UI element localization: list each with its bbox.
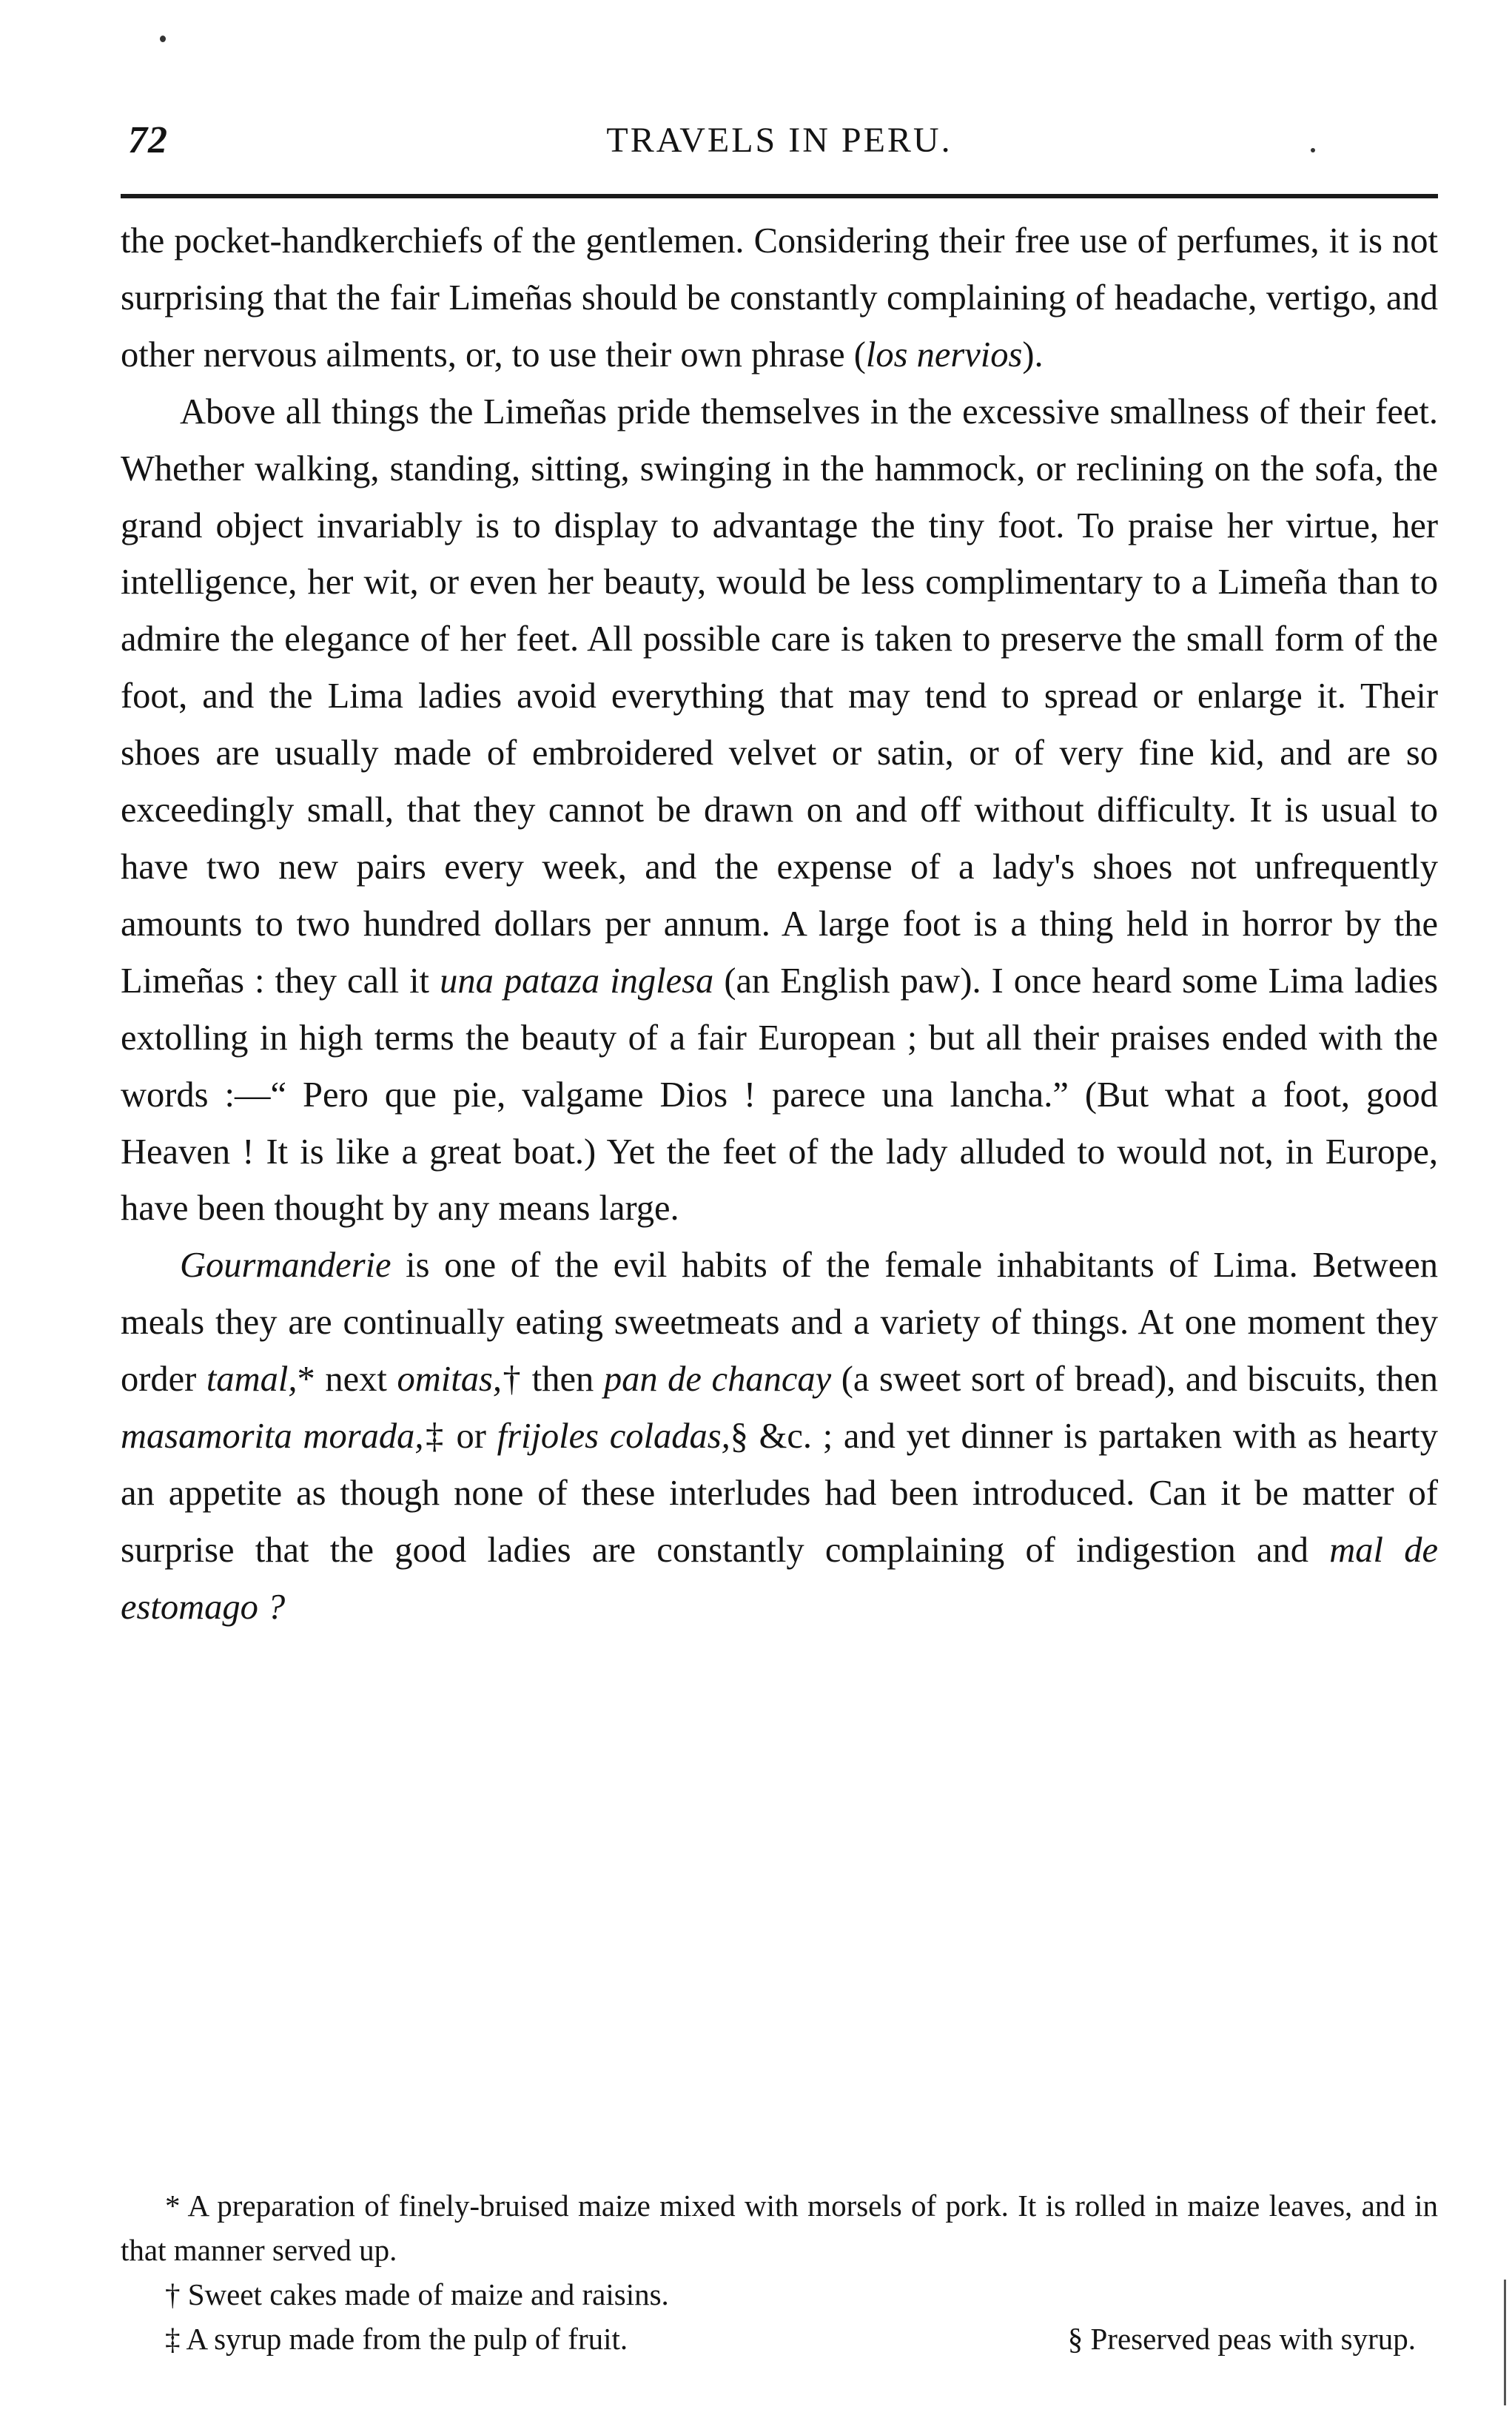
- text-run: ).: [1022, 335, 1044, 375]
- text-run: § &c. ; and yet dinner is partaken with as hearty an appetite as though none of these interludes had been introduced. Can it be matter of surprise that the good ladies are constantly complaining of indigestion and: [121, 1417, 1438, 1570]
- italic-run: masamorita morada,: [121, 1417, 424, 1457]
- italic-run: los nervios: [865, 335, 1023, 375]
- footnote-star: * A preparation of finely-bruised maize mixed with morsels of pork. It is rolled in maize leaves, and in that manner served up.: [121, 2189, 1438, 2267]
- text-run: is one of the evil habits of the female inhabitants of Lima. Between meals they are continually eating sweetmeats and a variety of things. At one moment they order: [121, 1246, 1438, 1400]
- running-title: TRAVELS IN PERU.: [606, 121, 952, 160]
- italic-run: mal de estomago ?: [121, 1530, 1438, 1627]
- paragraph: [121, 213, 1438, 384]
- footnote-dagger: † Sweet cakes made of maize and raisins.: [165, 2277, 669, 2311]
- page-edge-mark: [1504, 2280, 1506, 2405]
- footnote-double-dagger: ‡ A syrup made from the pulp of fruit.: [165, 2322, 628, 2356]
- ink-speck: [160, 36, 166, 42]
- body-text: [121, 213, 1438, 1636]
- text-run: (an English paw). I once heard some Lima ladies extolling in high terms the beauty of a fair European ; but all their praises ended with the words :—“ Pero que pie, valgame Dios ! parece una lancha.” (But what a foot, good Heaven ! It is like a great boat.) Yet the feet of the lady alluded to would not, in Europe, have been thought by any means large.: [121, 961, 1439, 1229]
- italic-run: omitas,: [397, 1360, 502, 1400]
- italic-run: pan de chancay: [603, 1360, 832, 1400]
- page-number: 72: [128, 119, 168, 161]
- footnotes: [121, 2183, 1438, 2361]
- footnote-section: § Preserved peas with syrup.: [1067, 2322, 1416, 2356]
- text-run: * next: [297, 1360, 397, 1400]
- paragraph: [121, 384, 1438, 1238]
- italic-run: frijoles coladas,: [497, 1417, 730, 1457]
- text-run: the pocket-handkerchiefs of the gentlemen. Considering their free use of perfumes, it is not surprising that the fair Limeñas should be constantly complaining of headache, vertigo, and other nervous ailments, or, to use their own phrase (: [121, 221, 1438, 375]
- italic-run: una pataza inglesa: [440, 961, 714, 1001]
- text-run: ‡ or: [423, 1417, 497, 1457]
- text-run: (a sweet sort of bread), and biscuits, then: [831, 1360, 1438, 1400]
- footnote-last-line: [121, 2317, 1438, 2361]
- header-speck: [1311, 148, 1315, 152]
- header-rule: [121, 194, 1438, 198]
- paragraph: [121, 1237, 1438, 1636]
- page-header: [121, 118, 1438, 178]
- italic-run: tamal,: [206, 1360, 298, 1400]
- italic-run: Gourmanderie: [180, 1246, 392, 1286]
- text-run: † then: [501, 1360, 604, 1400]
- text-run: Above all things the Limeñas pride themselves in the excessive smallness of their feet. Whether walking, standing, sitting, swinging in the hammock, or reclining on the sofa, the grand object invariably is to display to advantage the tiny foot. To praise her virtue, her intelligence, her wit, or even her beauty, would be less complimentary to a Limeña than to admire the elegance of her feet. All possible care is taken to preserve the small form of the foot, and the Lima ladies avoid everything that may tend to spread or enlarge it. Their shoes are usually made of embroidered velvet or satin, or of very fine kid, and are so exceedingly small, that they cannot be drawn on and off without difficulty. It is usual to have two new pairs every week, and the expense of a lady's shoes not unfrequently amounts to two hundred dollars per annum. A large foot is a thing held in horror by the Limeñas : they call it: [121, 392, 1438, 1001]
